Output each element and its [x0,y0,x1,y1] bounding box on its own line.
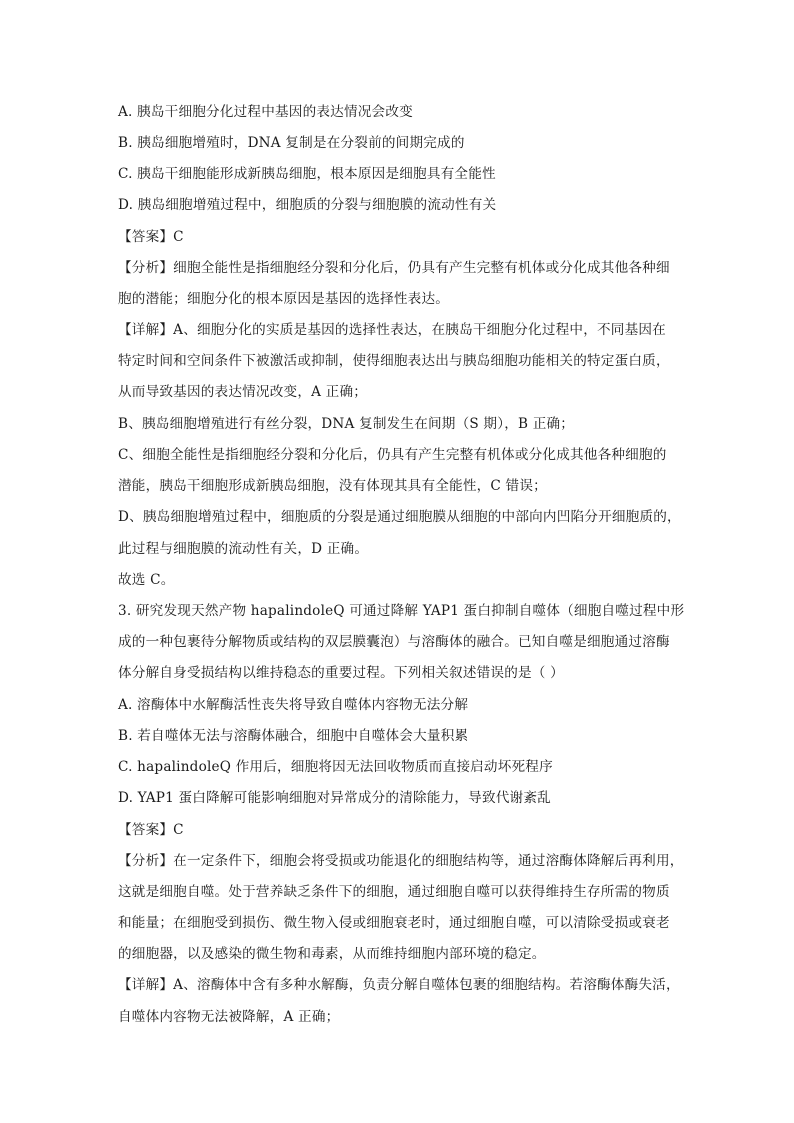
explanation-line: 从而导致基因的表达情况改变，A 正确； [118,384,368,400]
answer-label: 【答案】C [118,822,184,838]
explanation-line: B、胰岛细胞增殖进行有丝分裂，DNA 复制发生在间期（S 期），B 正确； [118,416,575,432]
analysis-line: 这就是细胞自噬。处于营养缺乏条件下的细胞，通过细胞自噬可以获得维持生存所需的物质 [118,884,670,900]
explanation-line: 【详解】A、溶酶体中含有多种水解酶，负责分解自噬体包裹的细胞结构。若溶酶体酶失活， [118,977,680,993]
option-a: A. 胰岛干细胞分化过程中基因的表达情况会改变 [118,104,413,120]
explanation-line: 此过程与细胞膜的流动性有关，D 正确。 [118,541,369,557]
analysis-line: 胞的潜能；细胞分化的根本原因是基因的选择性表达。 [118,291,450,307]
explanation-line: C、细胞全能性是指细胞经分裂和分化后，仍具有产生完整有机体或分化成其他各种细胞的 [118,447,667,463]
analysis-line: 【分析】在一定条件下，细胞会将受损或功能退化的细胞结构等，通过溶酶体降解后再利用， [118,853,684,869]
conclusion-line: 故选 C。 [118,572,175,588]
analysis-line: 的细胞器，以及感染的微生物和毒素，从而维持细胞内部环境的稳定。 [118,946,546,962]
question-stem: 3. 研究发现天然产物 hapalindoleQ 可通过降解 YAP1 蛋白抑制自噬体（细胞自噬过程中形 [118,603,685,619]
explanation-line: D、胰岛细胞增殖过程中，细胞质的分裂是通过细胞膜从细胞的中部向内凹陷分开细胞质的， [118,509,681,525]
option-c: C. hapalindoleQ 作用后，细胞将因无法回收物质而直接启动坏死程序 [118,759,553,775]
option-c: C. 胰岛干细胞能形成新胰岛细胞，根本原因是细胞具有全能性 [118,166,496,182]
option-a: A. 溶酶体中水解酶活性丧失将导致自噬体内容物无法分解 [118,697,469,713]
question-stem: 体分解自身受损结构以维持稳态的重要过程。下列相关叙述错误的是（ ） [118,665,564,681]
explanation-line: 潜能，胰岛干细胞形成新胰岛细胞，没有体现其具有全能性，C 错误； [118,478,547,494]
explanation-line: 【详解】A、细胞分化的实质是基因的选择性表达，在胰岛干细胞分化过程中，不同基因在 [118,322,666,338]
analysis-line: 和能量；在细胞受到损伤、微生物入侵或细胞衰老时，通过细胞自噬，可以清除受损或衰老 [118,915,670,931]
option-b: B. 若自噬体无法与溶酶体融合，细胞中自噬体会大量积累 [118,728,469,744]
option-b: B. 胰岛细胞增殖时，DNA 复制是在分裂前的间期完成的 [118,135,465,151]
analysis-line: 【分析】细胞全能性是指细胞经分裂和分化后，仍具有产生完整有机体或分化成其他各种细 [118,260,670,276]
option-d: D. YAP1 蛋白降解可能影响细胞对异常成分的清除能力，导致代谢紊乱 [118,790,551,806]
answer-label: 【答案】C [118,229,184,245]
question-stem: 成的一种包裹待分解物质或结构的双层膜囊泡）与溶酶体的融合。已知自噬是细胞通过溶酶 [118,634,670,650]
explanation-line: 自噬体内容物无法被降解，A 正确； [118,1009,340,1025]
explanation-line: 特定时间和空间条件下被激活或抑制，使得细胞表达出与胰岛细胞功能相关的特定蛋白质， [118,353,670,369]
option-d: D. 胰岛细胞增殖过程中，细胞质的分裂与细胞膜的流动性有关 [118,197,497,213]
